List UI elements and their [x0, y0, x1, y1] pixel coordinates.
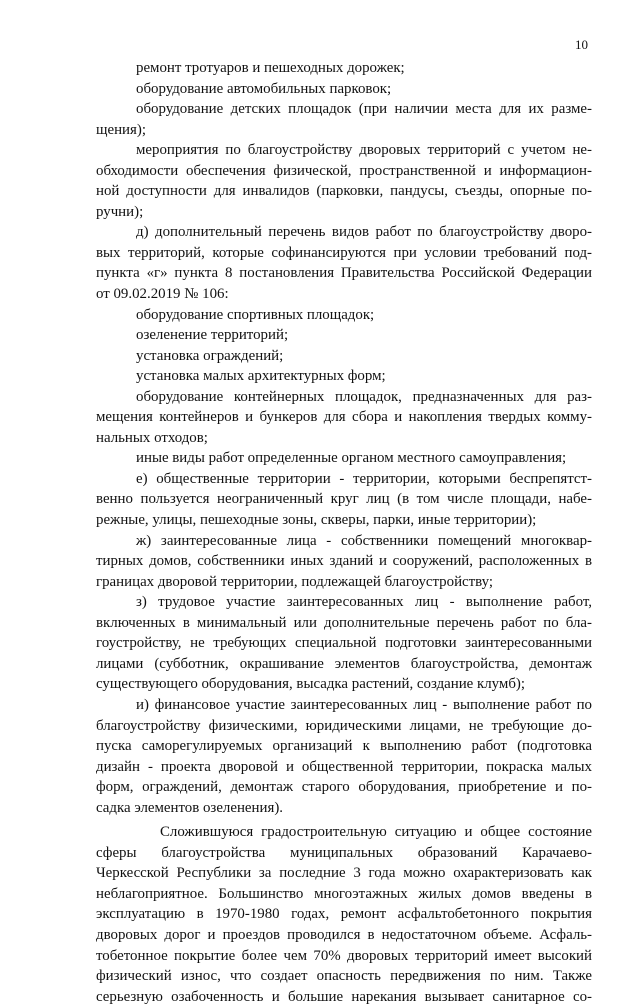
text-line: тирных домов, собственники иных зданий и сооружений, расположенных в	[96, 553, 592, 570]
text-line: вых территорий, которые софинансируются при условии требований под-	[96, 244, 592, 261]
body-text	[96, 58, 592, 1007]
text-line: венно пользуется неограниченный круг лиц (в том числе площади, набе-	[96, 491, 592, 508]
text-line: Сложившуюся градостроительную ситуацию и общее состояние	[160, 824, 592, 841]
text-line: эксплуатацию в 1970-1980 годах, ремонт асфальтобетонного покрытия	[96, 906, 592, 923]
page-number: 10	[575, 37, 588, 52]
text-line: существующего оборудования, высадка растений, создание клумб);	[96, 676, 526, 693]
text-line: установка малых архитектурных форм;	[136, 368, 386, 385]
text-line: неблагоприятное. Большинство многоэтажных жилых домов введены в	[96, 885, 592, 902]
text-line: оборудование автомобильных парковок;	[136, 80, 392, 97]
text-line: благоустройству физическими, юридическими лицами, не требующие до-	[96, 717, 592, 734]
text-line: ручни);	[96, 203, 144, 220]
text-line: мещения контейнеров и бункеров для сбора и накопления твердых комму-	[96, 409, 592, 426]
text-line: озеленение территорий;	[136, 327, 289, 344]
text-line: оборудование контейнерных площадок, предназначенных для раз-	[136, 388, 592, 405]
text-line: з) трудовое участие заинтересованных лиц - выполнение работ,	[136, 594, 592, 611]
text-line: ж) заинтересованные лица - собственники помещений многоквар-	[136, 532, 592, 549]
text-line: оборудование детских площадок (при наличии места для их разме-	[136, 101, 592, 118]
text-line: оборудование спортивных площадок;	[136, 306, 375, 323]
text-line: форм, ограждений, демонтаж старого оборудования, приобретение и по-	[96, 779, 592, 796]
text-line: физический износ, что создает опасность передвижения по ним. Также	[96, 968, 592, 985]
text-line: дизайн - проекта дворовой и общественной территории, покраска малых	[96, 758, 592, 775]
text-line: границах дворовой территории, подлежащей благоустройству;	[96, 573, 494, 590]
text-line: д) дополнительный перечень видов работ по благоустройству дворо-	[136, 224, 592, 241]
text-line: включенных в минимальный или дополнительные перечень работ по бла-	[96, 614, 592, 631]
text-line: щения);	[96, 121, 146, 138]
text-line: лицами (субботник, окрашивание элементов благоустройства, демонтаж	[96, 655, 592, 672]
text-line: нальных отходов;	[96, 429, 208, 446]
text-line: Черкесской Республики за последние 3 года можно охарактеризовать как	[96, 865, 592, 882]
text-line: и) финансовое участие заинтересованных лиц - выполнение работ по	[136, 696, 592, 713]
text-line: пуска саморегулируемых организаций к выполнению работ (подготовка	[96, 738, 592, 755]
text-line: иные виды работ определенные органом местного самоуправления;	[136, 450, 567, 467]
text-line: гоустройству, не требующих специальной подготовки заинтересованными	[96, 635, 592, 652]
text-line: ной доступности для инвалидов (парковки, пандусы, съезды, опорные по-	[96, 183, 592, 200]
text-line: е) общественные территории - территории, которыми беспрепятст-	[136, 470, 592, 487]
text-line: серьезную озабоченность и большие нарекания вызывает санитарное со-	[96, 988, 592, 1005]
text-line: дворовых дорог и проездов проводился в недостаточном объеме. Асфаль-	[96, 926, 592, 943]
text-line: садка элементов озеленения).	[96, 799, 284, 816]
text-line: режные, улицы, пешеходные зоны, скверы, парки, иные территории);	[96, 512, 537, 529]
text-line: ремонт тротуаров и пешеходных дорожек;	[136, 60, 405, 76]
text-line: обходимости обеспечения физической, пространственной и информацион-	[96, 162, 592, 179]
text-line: сферы благоустройства муниципальных образований Карачаево-	[96, 844, 592, 861]
text-line: установка ограждений;	[136, 347, 284, 364]
text-line: мероприятия по благоустройству дворовых территорий с учетом не-	[136, 142, 592, 159]
text-line: пункта «г» пункта 8 постановления Правительства Российской Федерации	[96, 265, 592, 282]
text-line: тобетонное покрытие более чем 70% дворовых территорий имеет высокий	[96, 947, 592, 964]
text-line: от 09.02.2019 № 106:	[96, 286, 229, 303]
